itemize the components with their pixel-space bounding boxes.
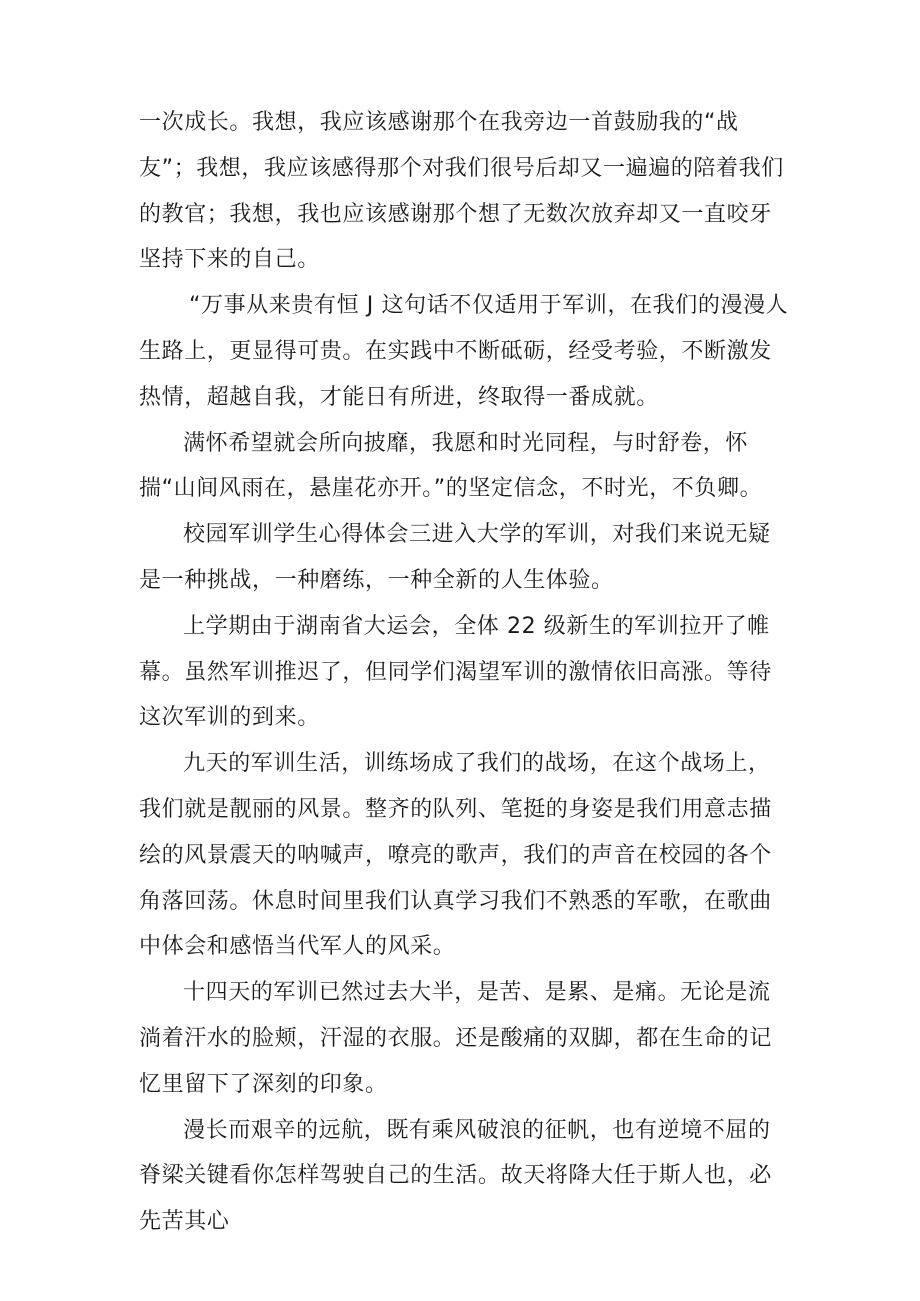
paragraph-1: 一次成长。我想，我应该感谢那个在我旁边一首鼓励我的“战友”；我想，我应该感得那个对我们很号后却又一遍遍的陪着我们的教官；我想，我也应该感谢那个想了无数次放弃却又一直咬牙坚持下来的自己。 [139, 110, 784, 273]
document-body [139, 100, 789, 1245]
paragraph-5: 上学期由于湖南省大运会，全体 22 级新生的军训拉开了帷幕。虽然军训推迟了，但同学们渴望军训的激情依旧高涨。等待这次军训的到来。 [139, 613, 772, 731]
paragraph-6: 九天的军训生活，训练场成了我们的战场，在这个战场上，我们就是靓丽的风景。整齐的队列、笔挺的身姿是我们用意志描绘的风景震天的呐喊声，嘹亮的歌声，我们的声音在校园的各个角落回荡。休息时间里我们认真学习我们不熟悉的军歌，在歌曲中体会和感悟当代军人的风采。 [139, 751, 772, 960]
paragraph-7: 十四天的军训已然过去大半，是苦、是累、是痛。无论是流淌着汗水的脸颊，汗湿的衣服。还是酸痛的双脚，都在生命的记忆里留下了深刻的印象。 [139, 980, 772, 1097]
paragraph-8: 漫长而艰辛的远航，既有乘风破浪的征帆，也有逆境不屈的脊梁关键看你怎样驾驶自己的生活。故天将降大任于斯人也，必先苦其心 [139, 1117, 772, 1235]
paragraph-2: “万事从来贵有恒 J 这句话不仅适用于军训，在我们的漫漫人生路上，更显得可贵。在实践中不断砥砺，经受考验，不断激发热情，超越自我，才能日有所进，终取得一番成就。 [139, 293, 789, 410]
paragraph-4: 校园军训学生心得体会三进入大学的军训，对我们来说无疑是一种挑战，一种磨练，一种全新的人生体验。 [139, 522, 771, 593]
paragraph-3: 满怀希望就会所向披靡，我愿和时光同程，与时舒卷，怀揣“山间风雨在，悬崖花亦开。”的坚定信念，不时光，不负卿。 [139, 430, 763, 502]
